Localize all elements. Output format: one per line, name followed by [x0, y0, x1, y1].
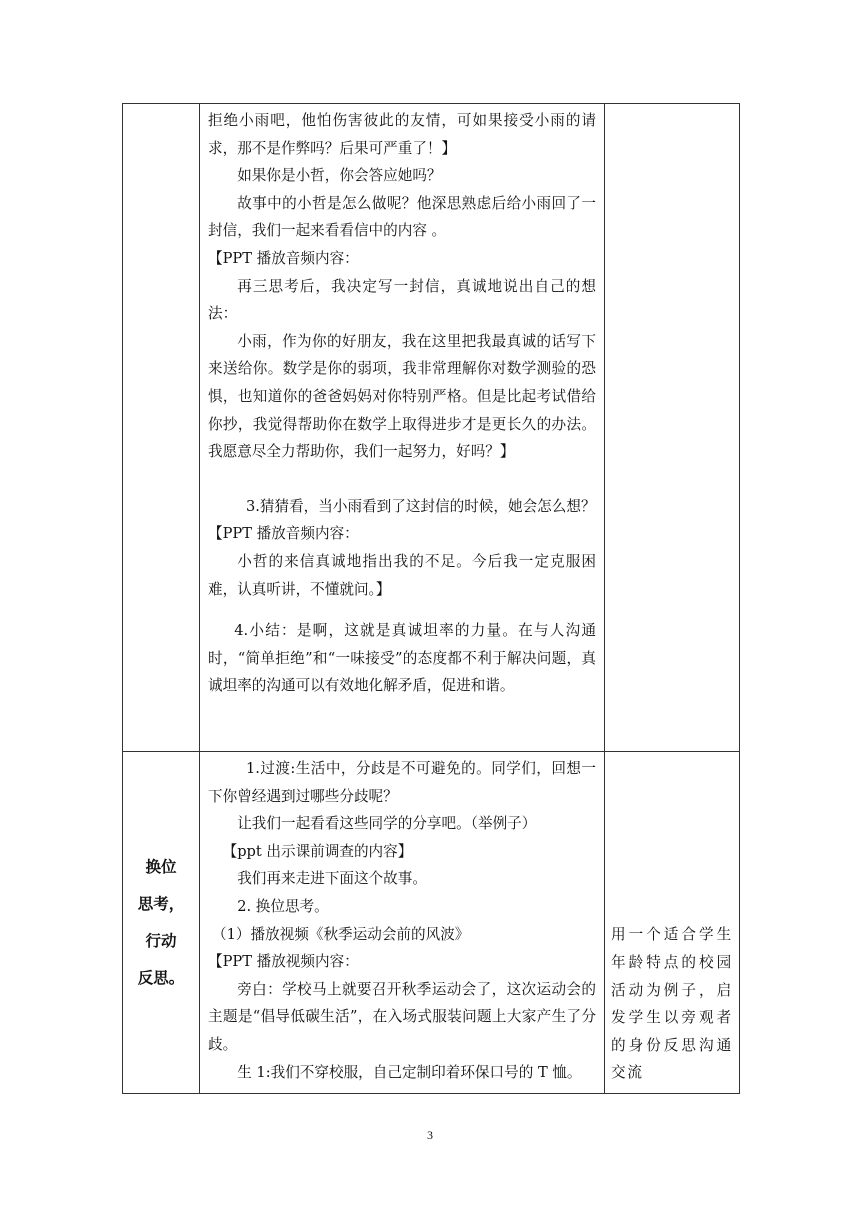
- activity-cell: [200, 104, 605, 752]
- design-note: 用一个适合学生年龄特点的校园活动为例子，启发学生以旁观者的身份反思沟通交流: [611, 926, 733, 1082]
- page-number: 3: [427, 1128, 433, 1142]
- video-title: （1）播放视频《秋季运动会前的风波》: [212, 925, 470, 943]
- student-line: 生 1:我们不穿校服，自己定制印着环保口号的 T 恤。: [237, 1063, 582, 1081]
- question-paragraph: 3.猜猜看，当小雨看到了这封信的时候，她会怎么想？: [245, 497, 596, 515]
- step-heading: 2. 换位思考。: [237, 897, 329, 915]
- stage-cell-empty: [123, 104, 200, 752]
- table-row: [123, 752, 740, 1094]
- narration-paragraph: 旁白：学校马上就要召开秋季运动会了，这次运动会的主题是“倡导低碳生活”，在入场式服装问题上大家产生了分歧。: [208, 980, 596, 1053]
- notes-cell-empty: [605, 104, 740, 752]
- paragraph: 故事中的小哲是怎么做呢？他深思熟虑后给小雨回了一封信，我们一起来看看信中的内容 。: [208, 194, 596, 240]
- paragraph: 小哲的来信真诚地指出我的不足。今后我一定克服困难，认真听讲，不懂就问。】: [208, 552, 596, 598]
- ppt-marker: 【ppt 出示课前调查的内容】: [222, 842, 413, 860]
- stage-label-cell: [123, 752, 200, 1094]
- ppt-audio-marker: 【PPT 播放音频内容：: [208, 249, 359, 267]
- stage-label-line: 思考，: [137, 894, 185, 913]
- table-row: [123, 104, 740, 752]
- design-note-cell: [605, 752, 740, 1094]
- summary-paragraph: 4.小结：是啊，这就是真诚坦率的力量。在与人沟通时，“简单拒绝”和“一味接受”的态度都不利于解决问题，真诚坦率的沟通可以有效地化解矛盾，促进和谐。: [208, 622, 596, 695]
- ppt-video-marker: 【PPT 播放视频内容：: [208, 953, 359, 971]
- stage-label-line: 换位: [145, 857, 177, 876]
- paragraph: 如果你是小哲，你会答应她吗？: [237, 167, 442, 185]
- paragraph: 再三思考后，我决定写一封信，真诚地说出自己的想法：: [208, 277, 596, 323]
- paragraph: 我们再来走进下面这个故事。: [237, 870, 427, 888]
- paragraph: 1.过渡:生活中，分歧是不可避免的。同学们，回想一下你曾经遇到过哪些分歧呢？: [208, 760, 596, 805]
- activity-cell: [200, 752, 605, 1094]
- ppt-audio-marker: 【PPT 播放音频内容：: [208, 525, 359, 543]
- letter-paragraph: 小雨，作为你的好朋友，我在这里把我最真诚的话写下来送给你。数学是你的弱项，我非常理解你对数学测验的恐惧，也知道你的爸爸妈妈对你特别严格。但是比起考试借给你抄，我觉得帮助你在数学上取得进步才是更长久的办法。我愿意尽全力帮助你，我们一起努力，好吗？】: [208, 332, 596, 461]
- lesson-plan-table: [122, 103, 740, 1094]
- stage-label-line: 行动: [145, 931, 177, 950]
- paragraph: 让我们一起看看这些同学的分享吧。（举例子）: [237, 815, 537, 833]
- paragraph: 拒绝小雨吧，他怕伤害彼此的友情，可如果接受小雨的请求，那不是作弊吗？后果可严重了！】: [208, 112, 596, 157]
- stage-label-line: 反思。: [137, 968, 185, 987]
